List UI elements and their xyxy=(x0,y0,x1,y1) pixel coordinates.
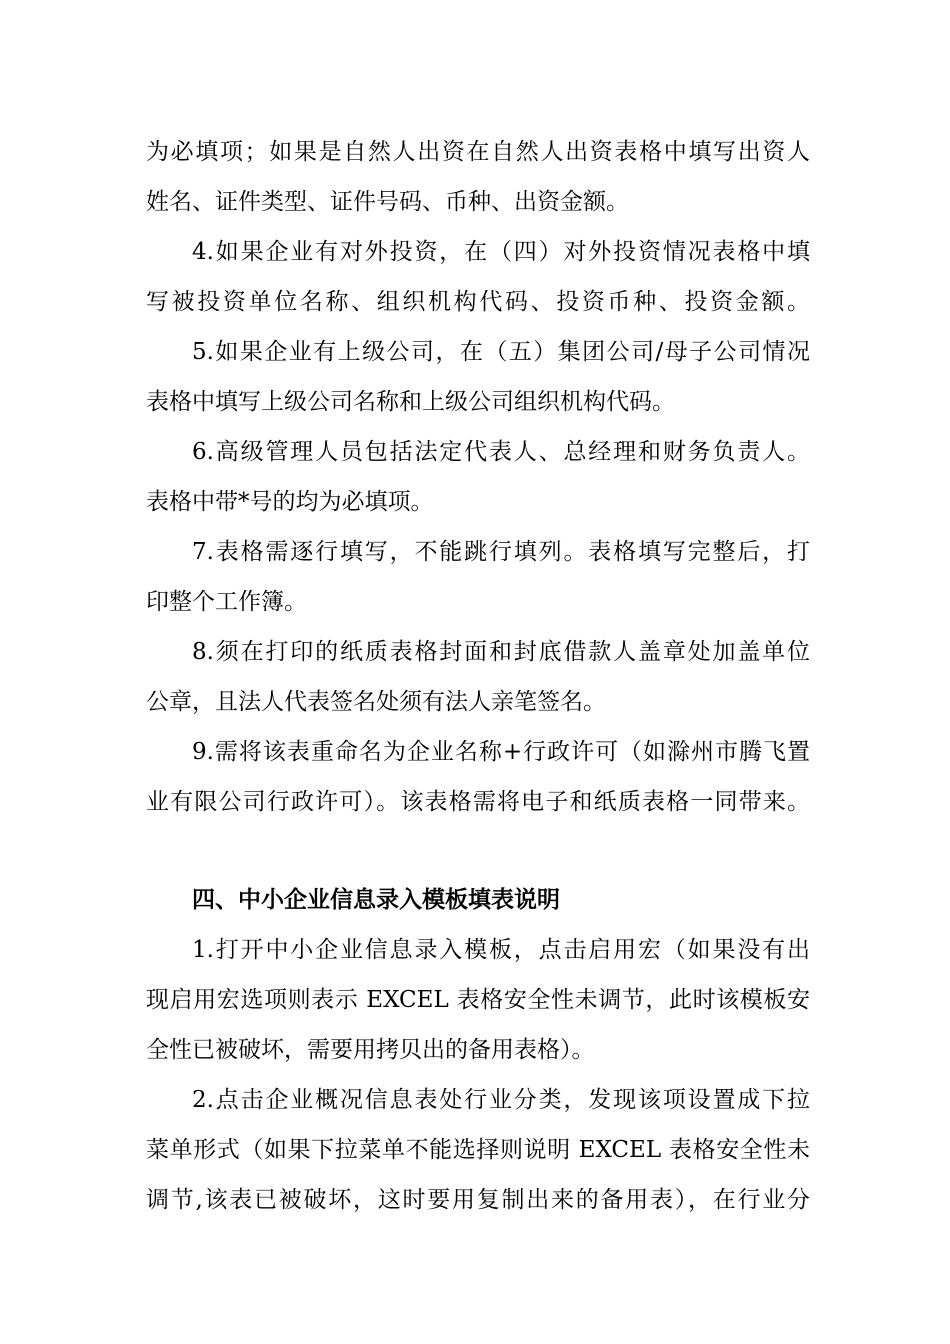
list-item-4-line-1: 4.如果企业有对外投资，在（四）对外投资情况表格中填 xyxy=(192,239,810,265)
list-item-6-line-1: 6.高级管理人员包括法定代表人、总经理和财务负责人。 xyxy=(192,439,810,465)
list-item-9-line-1: 9.需将该表重命名为企业名称+行政许可（如滁州市腾飞置 xyxy=(192,739,810,765)
list-item-4-line-2: 写被投资单位名称、组织机构代码、投资币种、投资金额。 xyxy=(146,289,810,315)
list-item-5-line-1: 5.如果企业有上级公司，在（五）集团公司/母子公司情况 xyxy=(192,339,810,365)
paragraph-line: 为必填项；如果是自然人出资在自然人出资表格中填写出资人 xyxy=(146,139,810,165)
section-item-2-line-2: 菜单形式（如果下拉菜单不能选择则说明 EXCEL 表格安全性未 xyxy=(146,1137,810,1163)
section-item-1-line-2: 现启用宏选项则表示 EXCEL 表格安全性未调节，此时该模板安 xyxy=(146,987,810,1013)
section-heading: 四、中小企业信息录入模板填表说明 xyxy=(192,887,560,913)
list-item-9-line-2: 业有限公司行政许可）。该表格需将电子和纸质表格一同带来。 xyxy=(146,789,810,815)
list-item-6-line-2: 表格中带*号的均为必填项。 xyxy=(146,489,434,515)
list-item-5-line-2: 表格中填写上级公司名称和上级公司组织机构代码。 xyxy=(146,389,675,415)
section-item-2-line-3: 调节,该表已被破坏，这时要用复制出来的备用表），在行业分 xyxy=(146,1187,810,1213)
list-item-8-line-1: 8.须在打印的纸质表格封面和封底借款人盖章处加盖单位 xyxy=(192,639,810,665)
list-item-8-line-2: 公章，且法人代表签名处须有法人亲笔签名。 xyxy=(146,689,606,715)
section-item-1-line-1: 1.打开中小企业信息录入模板，点击启用宏（如果没有出 xyxy=(192,937,810,963)
section-item-1-line-3: 全性已被破坏，需要用拷贝出的备用表格）。 xyxy=(146,1037,595,1063)
paragraph-line: 姓名、证件类型、证件号码、币种、出资金额。 xyxy=(146,189,629,215)
list-item-7-line-1: 7.表格需逐行填写，不能跳行填列。表格填写完整后，打 xyxy=(192,539,810,565)
list-item-7-line-2: 印整个工作簿。 xyxy=(146,589,307,615)
section-item-2-line-1: 2.点击企业概况信息表处行业分类，发现该项设置成下拉 xyxy=(192,1087,810,1113)
